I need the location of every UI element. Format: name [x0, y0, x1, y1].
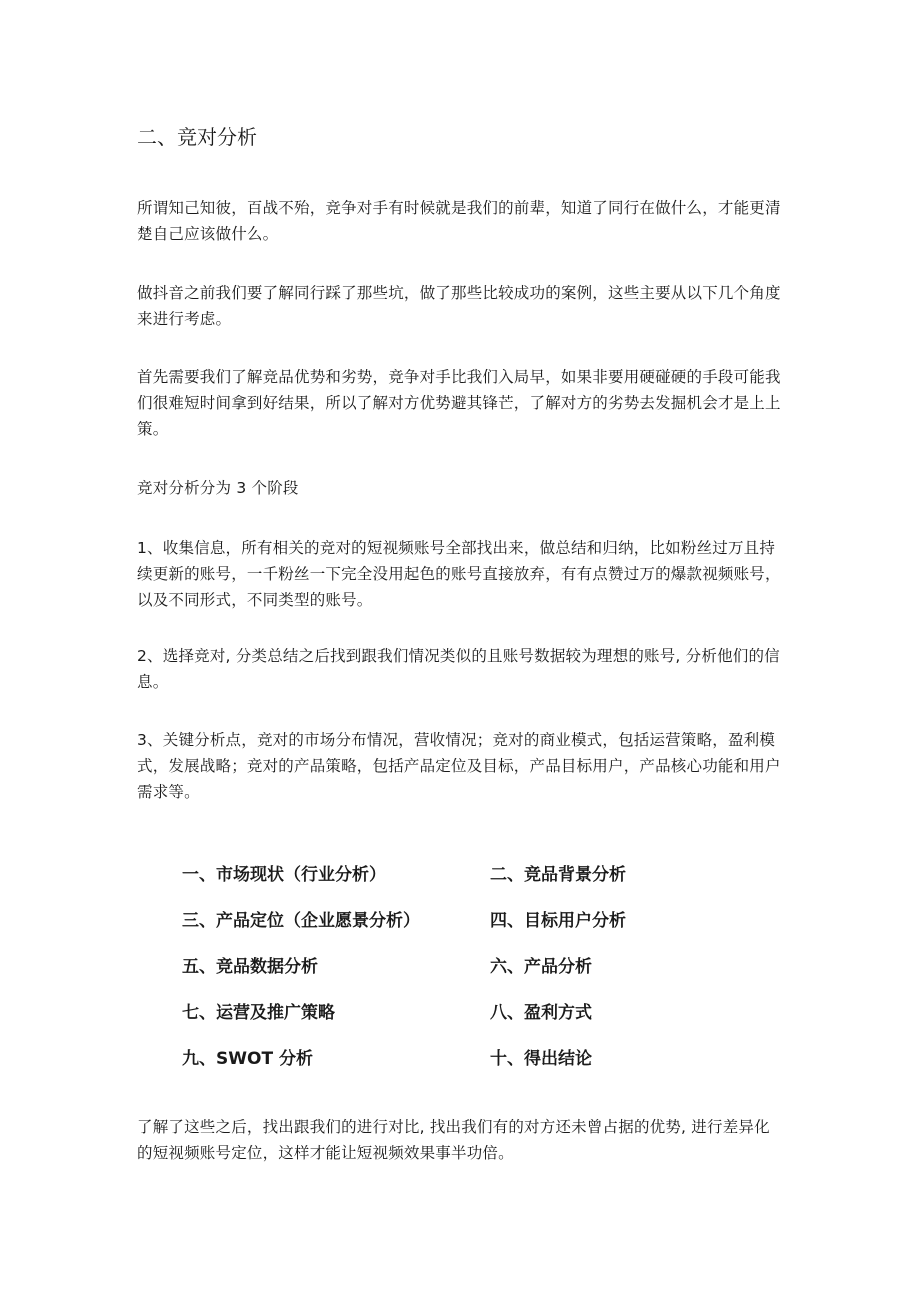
analysis-item: 十、得出结论 [490, 1049, 592, 1069]
analysis-row [182, 852, 702, 898]
paragraph-stages-intro: 竞对分析分为 3 个阶段 [137, 479, 299, 497]
paragraph-douyin: 做抖音之前我们要了解同行踩了那些坑，做了那些比较成功的案例，这些主要从以下几个角度来进行考虑。 [137, 284, 781, 328]
paragraph-strengths: 首先需要我们了解竞品优势和劣势，竞争对手比我们入局早，如果非要用硬碰硬的手段可能我们很难短时间拿到好结果，所以了解对方优势避其锋芒，了解对方的劣势去发掘机会才是上上策。 [137, 368, 781, 438]
analysis-item: 五、竞品数据分析 [182, 957, 318, 977]
paragraph-intro: 所谓知己知彼，百战不殆，竞争对手有时候就是我们的前辈，知道了同行在做什么，才能更清楚自己应该做什么。 [137, 199, 781, 243]
paragraph-stage-3: 3、关键分析点，竞对的市场分布情况，营收情况；竞对的商业模式，包括运营策略，盈利模式，发展战略；竞对的产品策略，包括产品定位及目标，产品目标用户，产品核心功能和用户需求等。 [137, 731, 781, 801]
analysis-item: 四、目标用户分析 [490, 911, 626, 931]
analysis-items-grid [182, 852, 702, 1082]
analysis-item: 三、产品定位（企业愿景分析） [182, 911, 420, 931]
analysis-row [182, 1036, 702, 1082]
analysis-item: 二、竞品背景分析 [490, 865, 626, 885]
analysis-item: 九、SWOT 分析 [182, 1049, 313, 1069]
paragraph-stage-2: 2、选择竞对, 分类总结之后找到跟我们情况类似的且账号数据较为理想的账号, 分析他们的信息。 [137, 647, 780, 691]
analysis-item: 八、盈利方式 [490, 1003, 592, 1023]
analysis-row [182, 898, 702, 944]
analysis-item: 一、市场现状（行业分析） [182, 865, 386, 885]
analysis-row [182, 944, 702, 990]
paragraph-stage-1: 1、收集信息，所有相关的竞对的短视频账号全部找出来，做总结和归纳，比如粉丝过万且持续更新的账号，一千粉丝一下完全没用起色的账号直接放弃，有有点赞过万的爆款视频账号，以及不同形式，不同类型的账号。 [137, 539, 781, 609]
paragraph-conclusion: 了解了这些之后，找出跟我们的进行对比, 找出我们有的对方还未曾占据的优势, 进行差异化的短视频账号定位，这样才能让短视频效果事半功倍。 [137, 1118, 770, 1162]
section-heading: 二、竞对分析 [137, 125, 257, 149]
analysis-row [182, 990, 702, 1036]
analysis-item: 七、运营及推广策略 [182, 1003, 335, 1023]
analysis-item: 六、产品分析 [490, 957, 592, 977]
